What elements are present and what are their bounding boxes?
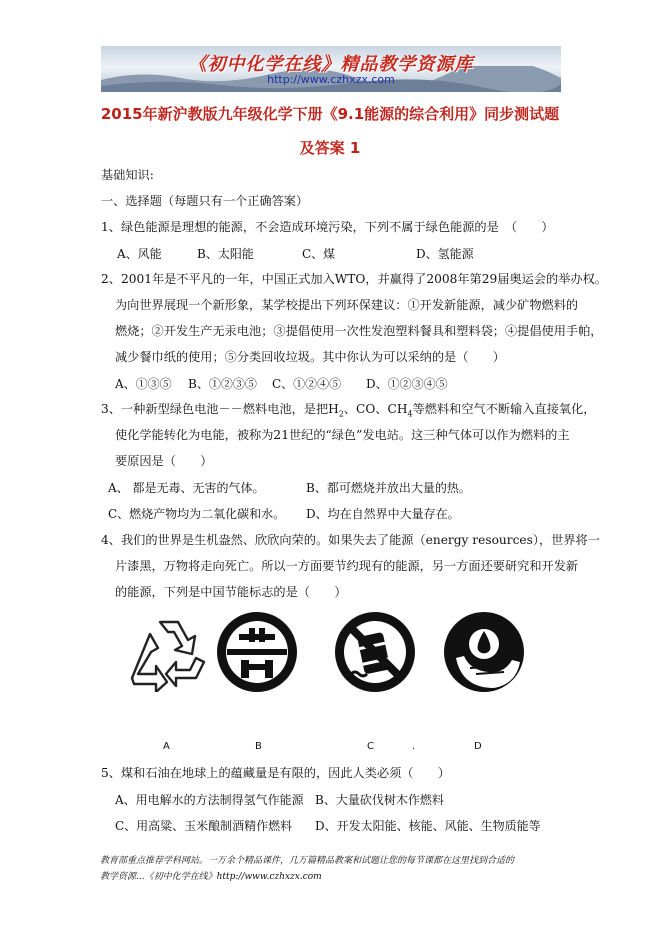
q3-line2: 使化学能转化为电能，被称为21世纪的“绿色”发电站。这三种气体可以作为燃料的主	[115, 428, 570, 442]
footer-url[interactable]: http://www.czhxzx.com	[216, 872, 322, 882]
q5-option-c: C、用高粱、玉米酿制酒精作燃料	[115, 819, 293, 833]
energy-saving-seal-icon	[215, 610, 299, 694]
q1-option-b: B、太阳能	[197, 247, 254, 261]
q4-label-d: D	[474, 741, 482, 752]
q4-label-c: C	[367, 741, 374, 752]
q5-option-a: A、用电解水的方法制得氢气作能源	[115, 793, 304, 807]
q4-label-b: B	[255, 741, 262, 752]
hand-oil-drop-icon	[442, 608, 526, 696]
no-oil-barrel-icon	[333, 610, 417, 694]
page-title-line1: 2015年新沪教版九年级化学下册《9.1能源的综合利用》同步测试题	[100, 105, 560, 123]
section-basic: 基础知识:	[101, 168, 154, 182]
header-banner	[101, 46, 561, 92]
q3-option-d: D、均在自然界中大量存在。	[306, 507, 460, 521]
q1-text: 1、绿色能源是理想的能源，不会造成环境污染，下列不属于绿色能源的是 （ ）	[101, 220, 554, 234]
q4-label-dot: .	[412, 741, 416, 752]
q2-option-b: B、①②③⑤	[188, 377, 257, 391]
banner-title: 《初中化学在线》精品教学资源库	[188, 54, 474, 75]
footer-line1: 教育部重点推荐学科网站。一万余个精品课件，几万篇精品教案和试题让您的每节课都在这里找到合适的	[100, 856, 515, 866]
q2-option-a: A、①③⑤	[115, 377, 172, 391]
q2-line2: 为向世界展现一个新形象，某学校提出下列环保建议：①开发新能源，减少矿物燃料的	[115, 298, 579, 312]
q5-text: 5、煤和石油在地球上的蕴藏量是有限的，因此人类必须（ ）	[101, 766, 451, 780]
banner-url[interactable]: http://www.czhxzx.com	[267, 73, 395, 86]
q4-line1: 4、我们的世界是生机盎然、欣欣向荣的。如果失去了能源（energy resources），世界将一	[101, 533, 600, 547]
section-part1: 一、选择题（每题只有一个正确答案）	[101, 194, 309, 208]
q1-option-c: C、煤	[302, 247, 336, 261]
q5-option-d: D、开发太阳能、核能、风能、生物质能等	[315, 819, 541, 833]
q3-option-a: A、 都是无毒、无害的气体。	[108, 481, 265, 495]
q1-option-a: A、风能	[117, 247, 162, 261]
q4-line2: 片漆黑，万物将走向死亡。所以一方面要节约现有的能源，另一方面还要研究和开发新	[115, 559, 579, 573]
q2-option-c: C、①②④⑤	[272, 377, 342, 391]
q1-option-d: D、氢能源	[416, 247, 474, 261]
q5-option-b: B、大量砍伐树木作燃料	[315, 793, 444, 807]
recycle-icon	[128, 612, 210, 692]
q2-option-d: D、①②③④⑤	[366, 377, 448, 391]
page-title-line2: 及答案 1	[299, 139, 361, 157]
footer-line2: 教学资源...《初中化学在线》http://www.czhxzx.com	[100, 872, 322, 882]
q3-line1: 3、一种新型绿色电池－－燃料电池，是把$H_2$、CO、$CH_4$等燃料和空气不断输入直接氧化，	[101, 402, 596, 419]
q2-line4: 减少餐巾纸的使用；⑤分类回收垃圾。其中你认为可以采纳的是（ ）	[115, 350, 505, 364]
q3-line3: 要原因是（ ）	[115, 454, 213, 468]
q3-option-b: B、都可燃烧并放出大量的热。	[306, 481, 471, 495]
q2-line1: 2、2001年是不平凡的一年，中国正式加入WTO，并赢得了2008年第29届奥运会的举办权。	[101, 272, 607, 286]
q2-line3: 燃烧；②开发生产无汞电池；③提倡使用一次性发泡塑料餐具和塑料袋；④提倡使用手帕，	[115, 324, 603, 338]
q3-option-c: C、燃烧产物均为二氧化碳和水。	[108, 507, 286, 521]
q4-label-a: A	[163, 741, 170, 752]
q4-line3: 的能源，下列是中国节能标志的是（ ）	[115, 585, 347, 599]
